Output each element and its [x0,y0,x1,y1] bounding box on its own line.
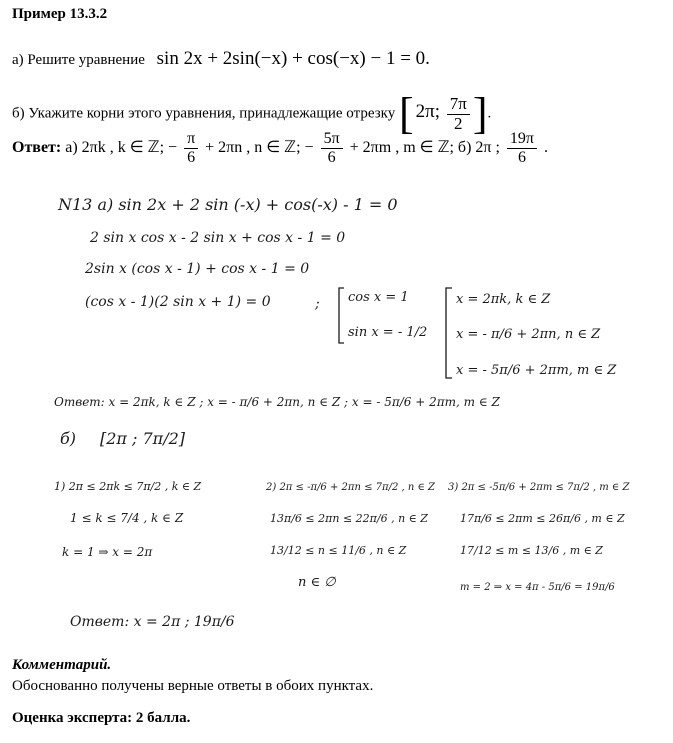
task-b-tail: . [487,105,492,122]
answer-frac1 [184,130,198,166]
answer-frac1-num: π [184,130,198,149]
task-a-label: а) Решите уравнение [12,52,145,68]
answer-frac1-den: 6 [187,148,196,166]
task-a-equation: sin 2x + 2sin(−x) + cos(−x) − 1 = 0. [156,48,430,69]
hw-system-brace [339,288,344,343]
task-a [12,48,430,70]
hw-line-1: N13 a) sin 2x + 2 sin (-x) + cos(-x) - 1 = 0 [58,195,398,214]
segment-right-fraction [447,95,470,133]
hw-b-segment: [2π ; 7π/2] [100,429,186,448]
hw-line-2: 2 sin x cos x - 2 sin x + cos x - 1 = 0 [90,230,346,246]
segment-open-bracket: [ [398,89,414,138]
comment-title: Комментарий. [12,657,112,673]
segment-right-num: 7π [447,95,470,115]
answer-part2: + 2πn , n ∈ ℤ; − [205,138,314,156]
hw-final-answer: Ответ: x = 2π ; 19π/6 [70,614,235,630]
hw-b-label: б) [60,429,77,448]
comment-text: Обоснованно получены верные ответы в обоих пунктах. [12,678,374,694]
answer-part3: + 2πm , m ∈ ℤ; б) 2π ; [349,138,500,156]
answer-frac2-den: 6 [327,148,336,166]
expert-grade: Оценка эксперта: 2 балла. [12,710,191,726]
hw-answer-a: Ответ: x = 2πk, k ∈ Z ; x = - π/6 + 2πn, n ∈ Z ; x = - 5π/6 + 2πm, m ∈ Z [54,395,500,409]
answer-line [12,130,548,166]
hw-line-4: (cos x - 1)(2 sin x + 1) = 0 [85,294,271,310]
hw-case2-line2: 13π/6 ≤ 2πn ≤ 22π/6 , n ∈ Z [270,512,428,525]
hw-system-2: sin x = - 1/2 [348,325,428,340]
answer-label: Ответ: [12,138,62,156]
hw-case3-line1: 3) 2π ≤ -5π/6 + 2πm ≤ 7π/2 , m ∈ Z [448,482,630,493]
hw-case3-line4: m = 2 ⇒ x = 4π - 5π/6 = 19π/6 [460,582,615,593]
hw-system-1: cos x = 1 [348,290,409,305]
hw-case3-line2: 17π/6 ≤ 2πm ≤ 26π/6 , m ∈ Z [460,512,625,525]
hw-semicolon: ; [315,296,320,312]
hw-case1-line2: 1 ≤ k ≤ 7/4 , k ∈ Z [70,511,184,525]
answer-part1: а) 2πk , k ∈ ℤ; − [65,138,178,156]
segment-right-den: 2 [454,113,463,133]
answer-frac2 [321,130,343,166]
hw-case2-line1: 2) 2π ≤ -π/6 + 2πn ≤ 7π/2 , n ∈ Z [266,482,435,493]
example-title: Пример 13.3.2 [12,6,108,22]
hw-case1-line3: k = 1 ⇒ x = 2π [62,545,153,559]
hw-solution-1: x = 2πk, k ∈ Z [456,292,551,307]
answer-frac3-num: 19π [507,130,537,149]
handwritten-solution [40,178,670,648]
segment-left: 2π; [415,101,440,123]
hw-case2-line3: 13/12 ≤ n ≤ 11/6 , n ∈ Z [270,544,407,557]
hw-solution-3: x = - 5π/6 + 2πm, m ∈ Z [456,363,617,378]
answer-frac3 [507,130,537,166]
hw-solution-2: x = - π/6 + 2πn, n ∈ Z [456,327,601,342]
segment-close-bracket: ] [472,89,488,138]
hw-line-3: 2sin x (cos x - 1) + cos x - 1 = 0 [85,261,310,277]
hw-case2-line4: n ∈ ∅ [298,575,336,590]
hw-case3-line3: 17/12 ≤ m ≤ 13/6 , m ∈ Z [460,544,603,557]
answer-end: . [544,138,548,156]
hw-case1-line1: 1) 2π ≤ 2πk ≤ 7π/2 , k ∈ Z [54,480,202,493]
hw-solution-brace [446,288,452,378]
answer-frac3-den: 6 [517,148,526,166]
task-b-label: б) Укажите корни этого уравнения, принадлежащие отрезку [12,105,396,122]
answer-frac2-num: 5π [321,130,343,149]
